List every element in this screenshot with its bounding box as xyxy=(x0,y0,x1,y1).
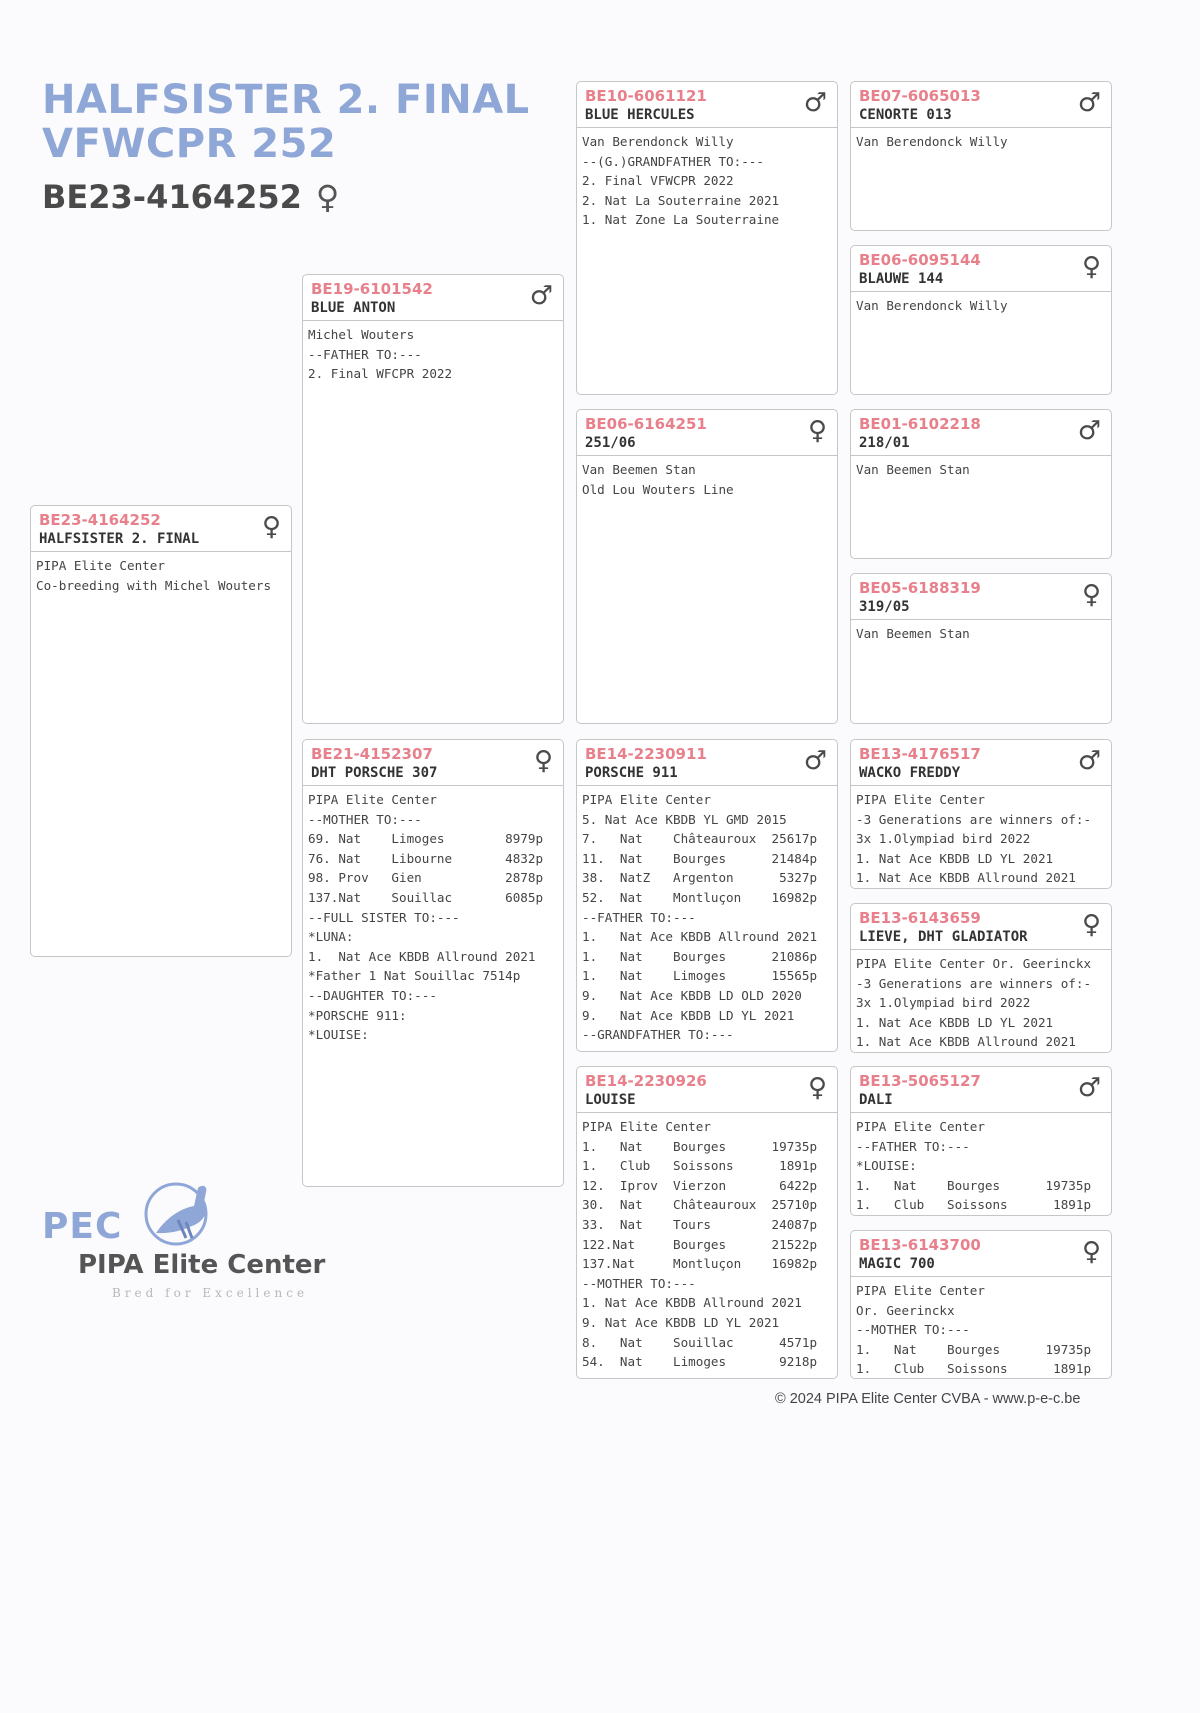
detail-line: 38. NatZ Argenton 5327p xyxy=(582,870,818,886)
ring-number: BE07-6065013 xyxy=(859,87,981,105)
detail-line: 1. Nat Ace KBDB Allround 2021 xyxy=(582,1295,802,1311)
pigeon-name: MAGIC 700 xyxy=(859,1256,935,1272)
pedigree-subtitle: VFWCPR 252 xyxy=(42,121,337,167)
card-details xyxy=(851,786,1111,888)
detail-line: Van Berendonck Willy xyxy=(856,298,1008,313)
card-header xyxy=(851,246,1111,292)
pigeon-name: HALFSISTER 2. FINAL xyxy=(39,531,200,547)
card-details xyxy=(851,128,1111,152)
logo-brand-name: PIPA Elite Center xyxy=(78,1250,326,1280)
subject-card xyxy=(30,505,292,957)
detail-line: 1. Nat Ace KBDB LD YL 2021 xyxy=(856,850,1054,866)
detail-line: PIPA Elite Center xyxy=(36,558,165,573)
dam-dam-card xyxy=(576,1066,838,1379)
female-icon: ♀ xyxy=(261,512,281,542)
female-icon: ♀ xyxy=(1081,252,1101,282)
detail-line: --MOTHER TO:--- xyxy=(582,1275,696,1291)
male-icon: ♂ xyxy=(1077,746,1101,776)
dam-sire-sire-card xyxy=(850,739,1112,889)
detail-line: PIPA Elite Center xyxy=(582,1119,711,1134)
pigeon-name: DHT PORSCHE 307 xyxy=(311,765,438,781)
pigeon-name: 251/06 xyxy=(585,435,636,451)
card-details xyxy=(851,456,1111,480)
detail-line: PIPA Elite Center xyxy=(308,792,437,807)
detail-line: Van Berendonck Willy xyxy=(582,134,734,149)
card-details xyxy=(577,128,837,230)
card-header xyxy=(577,410,837,456)
card-header xyxy=(31,506,291,552)
male-icon: ♂ xyxy=(1077,88,1101,118)
card-details xyxy=(303,786,563,1045)
detail-line: Old Lou Wouters Line xyxy=(582,481,734,497)
female-icon: ♀ xyxy=(1081,1237,1101,1267)
logo-abbreviation: PEC xyxy=(42,1206,123,1247)
detail-line: Co-breeding with Michel Wouters xyxy=(36,577,272,593)
detail-line: *PORSCHE 911: xyxy=(308,1007,407,1023)
detail-line: 54. Nat Limoges 9218p xyxy=(582,1354,818,1370)
pedigree-title: HALFSISTER 2. FINAL xyxy=(42,77,530,123)
detail-line: 1. Club Soissons 1891p xyxy=(582,1158,818,1174)
pigeon-name: DALI xyxy=(859,1092,893,1108)
pigeon-name: LOUISE xyxy=(585,1092,636,1108)
pigeon-name: 319/05 xyxy=(859,599,910,615)
detail-line: *Father 1 Nat Souillac 7514p xyxy=(308,968,521,984)
dam-sire-dam-card xyxy=(850,903,1112,1053)
ring-number: BE13-6143700 xyxy=(859,1236,981,1254)
card-details xyxy=(851,1113,1111,1215)
dam-card xyxy=(302,739,564,1187)
ring-number: BE19-6101542 xyxy=(311,280,433,298)
card-header xyxy=(851,410,1111,456)
detail-line: Michel Wouters xyxy=(308,327,415,342)
sire-sire-sire-card xyxy=(850,81,1112,231)
card-details xyxy=(851,292,1111,316)
detail-line: 1. Club Soissons 1891p xyxy=(856,1361,1092,1377)
pigeon-name: LIEVE, DHT GLADIATOR xyxy=(859,929,1028,945)
detail-line: 76. Nat Libourne 4832p xyxy=(308,850,544,866)
detail-line: 1. Nat Ace KBDB LD YL 2021 xyxy=(856,1014,1054,1030)
ring-number: BE01-6102218 xyxy=(859,415,981,433)
card-details xyxy=(851,1277,1111,1379)
male-icon: ♂ xyxy=(1077,1073,1101,1103)
sire-dam-card xyxy=(576,409,838,724)
detail-line: *LUNA: xyxy=(308,929,354,945)
detail-line: 30. Nat Châteauroux 25710p xyxy=(582,1197,818,1213)
dam-sire-card xyxy=(576,739,838,1052)
pigeon-name: WACKO FREDDY xyxy=(859,765,961,781)
ring-number: BE23-4164252 xyxy=(39,511,161,529)
detail-line: 3x 1.Olympiad bird 2022 xyxy=(856,831,1031,847)
logo-tagline: Bred for Excellence xyxy=(112,1286,309,1300)
detail-line: 8. Nat Souillac 4571p xyxy=(582,1334,818,1350)
detail-line: 1. Nat Bourges 21086p xyxy=(582,948,818,964)
pec-logo xyxy=(40,1178,330,1308)
detail-line: --FULL SISTER TO:--- xyxy=(308,909,460,925)
detail-line: 3x 1.Olympiad bird 2022 xyxy=(856,995,1031,1011)
detail-line: PIPA Elite Center xyxy=(856,1283,985,1298)
detail-line: 1. Nat Bourges 19735p xyxy=(856,1177,1092,1193)
card-header xyxy=(577,82,837,128)
detail-line: --FATHER TO:--- xyxy=(308,346,422,362)
card-details xyxy=(577,1113,837,1372)
sire-card xyxy=(302,274,564,724)
detail-line: 33. Nat Tours 24087p xyxy=(582,1216,818,1232)
detail-line: 1. Club Soissons 1891p xyxy=(856,1197,1092,1213)
detail-line: --MOTHER TO:--- xyxy=(856,1322,970,1338)
card-details xyxy=(851,950,1111,1052)
detail-line: 9. Nat Ace KBDB LD YL 2021 xyxy=(582,1314,780,1330)
detail-line: 1. Nat Ace KBDB Allround 2021 xyxy=(856,1034,1076,1050)
ring-number: BE10-6061121 xyxy=(585,87,707,105)
pigeon-name: BLAUWE 144 xyxy=(859,271,944,287)
detail-line: -3 Generations are winners of:- xyxy=(856,811,1092,827)
detail-line: 9. Nat Ace KBDB LD YL 2021 xyxy=(582,1007,795,1023)
detail-line: 1. Nat Bourges 19735p xyxy=(582,1138,818,1154)
header-ring-number: BE23-4164252 xyxy=(42,178,302,216)
detail-line: 69. Nat Limoges 8979p xyxy=(308,831,544,847)
detail-line: 137.Nat Souillac 6085p xyxy=(308,889,544,905)
detail-line: 2. Final VFWCPR 2022 xyxy=(582,173,734,189)
detail-line: *LOUISE: xyxy=(308,1027,369,1043)
pigeon-name: BLUE HERCULES xyxy=(585,107,695,123)
pigeon-name: PORSCHE 911 xyxy=(585,765,678,781)
detail-line: 98. Prov Gien 2878p xyxy=(308,870,544,886)
card-header xyxy=(851,1067,1111,1113)
card-header xyxy=(851,1231,1111,1277)
card-header xyxy=(303,740,563,786)
detail-line: 9. Nat Ace KBDB LD OLD 2020 xyxy=(582,987,802,1003)
ring-number: BE14-2230911 xyxy=(585,745,707,763)
detail-line: 1. Nat Zone La Souterraine xyxy=(582,212,780,228)
dam-dam-sire-card xyxy=(850,1066,1112,1216)
detail-line: --GRANDFATHER TO:--- xyxy=(582,1027,734,1043)
card-header xyxy=(851,740,1111,786)
card-details xyxy=(577,786,837,1045)
detail-line: 1. Nat Bourges 19735p xyxy=(856,1341,1092,1357)
detail-line: 1. Nat Ace KBDB Allround 2021 xyxy=(856,870,1076,886)
header-ring-number-row xyxy=(42,178,530,216)
detail-line: 52. Nat Montluçon 16982p xyxy=(582,889,818,905)
ring-number: BE06-6164251 xyxy=(585,415,707,433)
detail-line: Van Berendonck Willy xyxy=(856,134,1008,149)
card-details xyxy=(851,620,1111,644)
ring-number: BE21-4152307 xyxy=(311,745,433,763)
detail-line: 7. Nat Châteauroux 25617p xyxy=(582,831,818,847)
ring-number: BE13-6143659 xyxy=(859,909,981,927)
ring-number: BE05-6188319 xyxy=(859,579,981,597)
pigeon-logo-icon xyxy=(126,1178,236,1248)
card-header xyxy=(577,740,837,786)
female-icon: ♀ xyxy=(1081,580,1101,610)
detail-line: PIPA Elite Center xyxy=(582,792,711,807)
detail-line: 1. Nat Limoges 15565p xyxy=(582,968,818,984)
sire-dam-dam-card xyxy=(850,573,1112,724)
card-header xyxy=(851,904,1111,950)
copyright-footer: © 2024 PIPA Elite Center CVBA - www.p-e-c.be xyxy=(775,1391,1081,1407)
pigeon-name: 218/01 xyxy=(859,435,910,451)
detail-line: 5. Nat Ace KBDB YL GMD 2015 xyxy=(582,811,787,827)
female-icon: ♀ xyxy=(807,416,827,446)
detail-line: 122.Nat Bourges 21522p xyxy=(582,1236,818,1252)
ring-number: BE06-6095144 xyxy=(859,251,981,269)
ring-number: BE13-5065127 xyxy=(859,1072,981,1090)
card-header xyxy=(851,82,1111,128)
detail-line: PIPA Elite Center xyxy=(856,792,985,807)
sire-dam-sire-card xyxy=(850,409,1112,559)
detail-line: --(G.)GRANDFATHER TO:--- xyxy=(582,153,764,169)
detail-line: --FATHER TO:--- xyxy=(582,909,696,925)
ring-number: BE13-4176517 xyxy=(859,745,981,763)
pedigree-header xyxy=(42,78,530,216)
detail-line: --FATHER TO:--- xyxy=(856,1138,970,1154)
female-icon: ♀ xyxy=(1081,910,1101,940)
male-icon: ♂ xyxy=(803,746,827,776)
detail-line: 1. Nat Ace KBDB Allround 2021 xyxy=(582,929,818,945)
detail-line: Van Beemen Stan xyxy=(856,462,970,477)
female-icon: ♀ xyxy=(533,746,553,776)
sire-sire-card xyxy=(576,81,838,395)
male-icon: ♂ xyxy=(1077,416,1101,446)
female-icon: ♀ xyxy=(315,178,340,216)
pigeon-name: CENORTE 013 xyxy=(859,107,952,123)
ring-number: BE14-2230926 xyxy=(585,1072,707,1090)
detail-line: 2. Final WFCPR 2022 xyxy=(308,366,453,382)
male-icon: ♂ xyxy=(803,88,827,118)
card-details xyxy=(31,552,291,595)
detail-line: 137.Nat Montluçon 16982p xyxy=(582,1256,818,1272)
detail-line: --DAUGHTER TO:--- xyxy=(308,987,437,1003)
card-details xyxy=(303,321,563,384)
sire-sire-dam-card xyxy=(850,245,1112,395)
detail-line: -3 Generations are winners of:- xyxy=(856,975,1092,991)
card-header xyxy=(577,1067,837,1113)
card-header xyxy=(851,574,1111,620)
detail-line: PIPA Elite Center Or. Geerinckx xyxy=(856,956,1092,971)
female-icon: ♀ xyxy=(807,1073,827,1103)
detail-line: Van Beemen Stan xyxy=(582,462,696,477)
male-icon: ♂ xyxy=(529,281,553,311)
detail-line: *LOUISE: xyxy=(856,1158,917,1174)
detail-line: --MOTHER TO:--- xyxy=(308,811,422,827)
detail-line: Or. Geerinckx xyxy=(856,1302,955,1318)
detail-line: 11. Nat Bourges 21484p xyxy=(582,850,818,866)
dam-dam-dam-card xyxy=(850,1230,1112,1379)
card-header xyxy=(303,275,563,321)
detail-line: 12. Iprov Vierzon 6422p xyxy=(582,1177,818,1193)
detail-line: PIPA Elite Center xyxy=(856,1119,985,1134)
detail-line: 2. Nat La Souterraine 2021 xyxy=(582,192,780,208)
pigeon-name: BLUE ANTON xyxy=(311,300,396,316)
detail-line: Van Beemen Stan xyxy=(856,626,970,641)
detail-line: 1. Nat Ace KBDB Allround 2021 xyxy=(308,948,536,964)
card-details xyxy=(577,456,837,499)
